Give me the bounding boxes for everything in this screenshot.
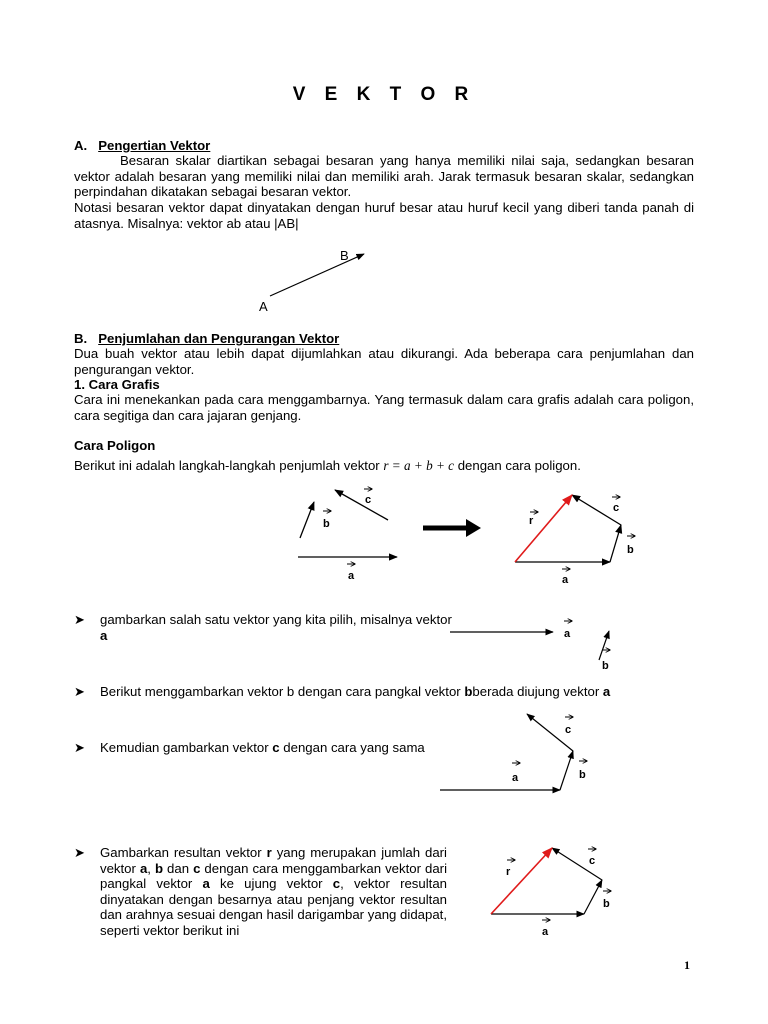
poligon-overview-figure [290,480,650,590]
step4-vector-b [584,880,602,914]
step4-vector-r [491,848,552,914]
poly-label-r: r [529,515,534,527]
bullet-icon: ➤ [74,684,85,699]
cara-grafis-heading: 1. Cara Grafis [74,377,160,392]
cara-grafis-text: Cara ini menekankan pada cara menggambarnya. Yang termasuk dalam cara grafis adalah cara poligon, cara segitiga dan cara jajaran genjang. [74,392,694,423]
cara-poligon-heading: Cara Poligon [74,438,156,453]
step1-vector-b [599,631,609,660]
step4-label-b: b [603,898,610,910]
poly-label-b: b [627,544,634,556]
vector-b-arrow [300,502,314,538]
label-B: B [340,248,349,263]
formula: r = a + b + c [383,458,455,473]
section-a-label: A. [74,138,88,153]
page-title: V E K T O R [292,84,476,105]
cara-poligon-intro [74,458,694,474]
label-A: A [259,299,268,314]
step-3-text: Kemudian gambarkan vektor c dengan cara yang sama [100,740,425,755]
step-1-figure [445,614,625,679]
step1-label-a: a [564,628,571,640]
poly-vector-r [515,495,572,562]
step3-vector-b [560,751,573,790]
step4-label-r: r [506,866,511,878]
intro-text-after: dengan cara poligon. [454,458,581,473]
section-a-paragraph-1: Besaran skalar diartikan sebagai besaran yang hanya memiliki nilai saja, sedangkan besaran vektor adalah besaran yang memiliki nilai dan memiliki arah. Jarak termasuk besaran skalar, sedangkan perpindahan dikatakan sebagai besaran vektor. [74,153,694,199]
step1-label-b: b [602,660,609,672]
transform-arrow-head [466,519,481,537]
step-2-text: Berikut menggambarkan vektor b dengan cara pangkal vektor bberada diujung vektor a [100,684,611,699]
poly-label-a: a [562,574,569,586]
section-b-label: B. [74,331,88,346]
vector-c-arrow [335,490,388,520]
section-a-paragraph-2: Notasi besaran vektor dapat dinyatakan dengan huruf besar atau huruf kecil yang diberi tanda panah di atasnya. Misalnya: vektor ab atau |AB| [74,200,694,231]
bullet-icon: ➤ [74,740,85,755]
section-b-heading [74,331,339,346]
vector-ab-arrow [270,254,364,296]
step3-label-c: c [565,724,572,736]
poly-vector-b [610,525,621,562]
section-b-title: Penjumlahan dan Pengurangan Vektor [98,331,340,346]
bullet-icon: ➤ [74,612,85,627]
label-c: c [365,494,372,506]
step-4-figure [480,838,630,938]
poly-label-c: c [613,502,620,514]
bullet-icon: ➤ [74,845,85,860]
step-3-figure [440,706,600,796]
step4-label-c: c [589,855,596,867]
step3-label-a: a [512,772,519,784]
section-a-title: Pengertian Vektor [98,138,211,153]
label-a: a [348,570,355,582]
step-4-text: Gambarkan resultan vektor r yang merupakan jumlah dari vektor a, b dan c dengan cara menggambarkan vektor dari pangkal vektor a ke ujung vektor c, vektor resultan dinyatakan dengan besarnya atau penjang vektor resultan dan arahnya sesuai dengan hasil darigambar yang didapat, seperti vektor berikut ini [100,845,447,938]
step4-label-a: a [542,926,549,938]
vector-ab-figure [250,245,390,320]
page-number: 1 [684,958,690,972]
intro-text-before: Berikut ini adalah langkah-langkah penjumlah vektor [74,458,384,473]
section-a-heading [74,138,210,153]
step-1-text: gambarkan salah satu vektor yang kita pilih, misalnya vektor a [100,612,452,643]
step3-label-b: b [579,769,586,781]
label-b: b [323,518,330,530]
section-b-paragraph-1: Dua buah vektor atau lebih dapat dijumlahkan atau dikurangi. Ada beberapa cara penjumlahan dan pengurangan vektor. [74,346,694,377]
